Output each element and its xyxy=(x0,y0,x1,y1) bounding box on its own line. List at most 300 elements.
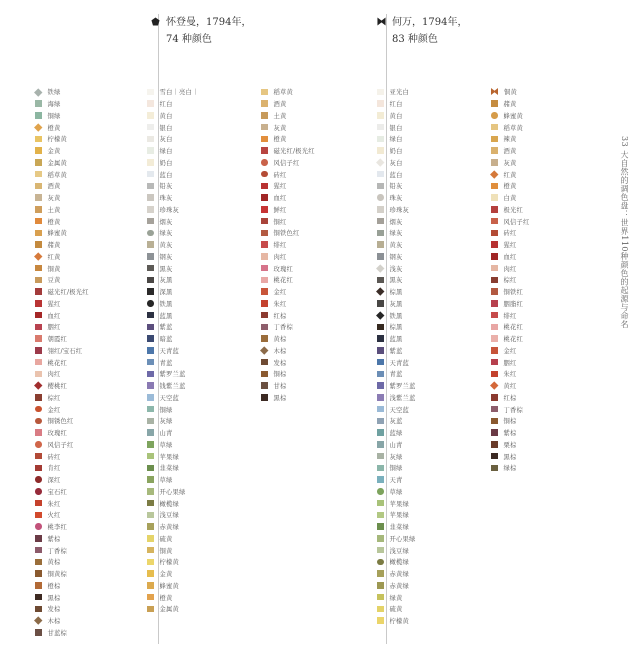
color-entry xyxy=(147,450,198,462)
color-swatch xyxy=(35,465,42,472)
color-name: 硫黄 xyxy=(159,535,173,543)
color-entry xyxy=(147,544,198,556)
color-entry xyxy=(35,509,89,521)
color-swatch xyxy=(35,476,42,483)
color-swatch xyxy=(377,418,384,425)
color-name: 紫棕 xyxy=(503,430,517,438)
color-name: 青蓝 xyxy=(389,371,403,379)
color-swatch xyxy=(147,206,154,213)
color-name: 珠灰 xyxy=(389,195,403,203)
color-entry xyxy=(377,145,416,157)
color-entry xyxy=(261,98,315,110)
color-entry xyxy=(377,521,416,533)
color-name: 灰黑 xyxy=(389,300,403,308)
color-entry xyxy=(377,556,416,568)
color-name: 苹果绿 xyxy=(389,512,409,520)
color-swatch xyxy=(35,406,42,413)
color-swatch xyxy=(35,594,42,601)
color-swatch xyxy=(34,123,42,131)
color-name: 苹果绿 xyxy=(159,453,179,461)
color-swatch xyxy=(35,512,42,519)
color-swatch xyxy=(377,230,384,237)
color-swatch xyxy=(490,382,498,390)
color-swatch xyxy=(35,429,42,436)
color-name: 桃李红 xyxy=(47,524,67,532)
color-name: 丁香棕 xyxy=(47,547,67,555)
color-swatch xyxy=(147,559,154,566)
color-name: 朝霞红 xyxy=(47,336,67,344)
color-entry xyxy=(147,204,198,216)
color-swatch xyxy=(377,547,384,554)
color-swatch xyxy=(377,523,384,530)
color-entry xyxy=(147,110,198,122)
color-entry xyxy=(261,298,315,310)
color-entry xyxy=(35,121,89,133)
color-swatch xyxy=(147,89,154,96)
color-entry xyxy=(377,180,416,192)
color-swatch xyxy=(35,488,42,495)
color-swatch xyxy=(35,147,42,154)
color-swatch xyxy=(377,488,384,495)
color-name: 雪白｜亮白｜ xyxy=(159,89,199,97)
color-entry xyxy=(35,568,89,580)
color-entry xyxy=(377,580,416,592)
color-name: 钢灰 xyxy=(159,253,173,261)
color-name: 风信子红 xyxy=(273,159,300,167)
color-entry xyxy=(35,204,89,216)
color-entry xyxy=(491,298,530,310)
color-entry xyxy=(261,274,315,286)
color-swatch xyxy=(35,394,42,401)
color-name: 铜锈色红 xyxy=(47,418,74,426)
color-entry xyxy=(35,86,89,98)
color-swatch xyxy=(147,359,154,366)
color-name: 奶白 xyxy=(389,148,403,156)
color-entry xyxy=(377,204,416,216)
color-swatch xyxy=(377,335,384,342)
color-swatch xyxy=(147,124,154,131)
color-swatch xyxy=(147,429,154,436)
color-entry xyxy=(377,286,416,298)
color-swatch xyxy=(377,570,384,577)
color-name: 土黄 xyxy=(273,112,287,120)
color-entry xyxy=(377,309,416,321)
color-entry xyxy=(261,145,315,157)
color-name: 甘蓝棕 xyxy=(47,629,67,637)
color-name: 灰绿 xyxy=(389,453,403,461)
color-swatch xyxy=(377,441,384,448)
color-swatch xyxy=(147,183,154,190)
color-name: 蜂蜜黄 xyxy=(503,112,523,120)
color-name: 木棕 xyxy=(47,618,61,626)
color-entry xyxy=(491,439,530,451)
color-column-4 xyxy=(377,86,416,627)
color-name: 朱红 xyxy=(47,500,61,508)
color-entry xyxy=(377,427,416,439)
color-entry xyxy=(35,403,89,415)
color-swatch xyxy=(491,312,498,319)
color-swatch xyxy=(147,500,154,507)
color-name: 柠檬黄 xyxy=(159,559,179,567)
color-entry xyxy=(377,568,416,580)
color-entry xyxy=(491,86,530,98)
color-name: 铁黑 xyxy=(159,300,173,308)
color-name: 山青 xyxy=(159,430,173,438)
color-swatch xyxy=(35,453,42,460)
color-name: 风信子红 xyxy=(503,218,530,226)
color-entry xyxy=(147,133,198,145)
color-swatch xyxy=(261,277,268,284)
color-swatch xyxy=(376,264,384,272)
color-swatch xyxy=(491,230,498,237)
color-swatch xyxy=(261,136,268,143)
color-entry xyxy=(147,321,198,333)
section-title-right: 何万，1794年， xyxy=(392,17,468,28)
color-swatch xyxy=(377,453,384,460)
color-name: 柠檬黄 xyxy=(47,136,67,144)
color-entry xyxy=(147,157,198,169)
color-name: 砖红 xyxy=(47,453,61,461)
color-name: 橙黄 xyxy=(273,136,287,144)
color-name: 烟灰 xyxy=(159,218,173,226)
color-entry xyxy=(377,168,416,180)
color-swatch xyxy=(147,253,154,260)
color-entry xyxy=(377,486,416,498)
color-name: 灰黄 xyxy=(273,124,287,132)
color-entry xyxy=(377,474,416,486)
color-name: 深红 xyxy=(47,477,61,485)
color-name: 紫罗兰蓝 xyxy=(389,383,416,391)
color-swatch xyxy=(147,606,154,613)
color-name: 浅豆绿 xyxy=(389,547,409,555)
color-swatch xyxy=(35,335,42,342)
color-swatch xyxy=(35,159,42,166)
color-swatch xyxy=(147,371,154,378)
color-name: 红棕 xyxy=(503,394,517,402)
color-swatch xyxy=(35,559,42,566)
color-swatch xyxy=(491,406,498,413)
color-swatch xyxy=(377,359,384,366)
color-name: 钢灰 xyxy=(389,253,403,261)
color-swatch xyxy=(35,523,42,530)
color-entry xyxy=(35,274,89,286)
color-name: 翎红/宝石红 xyxy=(47,347,83,355)
color-entry xyxy=(377,251,416,263)
color-swatch xyxy=(261,300,268,307)
color-swatch xyxy=(35,288,42,295)
color-swatch xyxy=(147,288,154,295)
color-entry xyxy=(147,591,198,603)
color-name: 铜铁红 xyxy=(503,289,523,297)
color-swatch xyxy=(147,488,154,495)
color-entry xyxy=(377,368,416,380)
color-name: 猩红 xyxy=(503,242,517,250)
color-name: 金黄 xyxy=(159,571,173,579)
section-count-left: 74 种颜色 xyxy=(166,34,212,45)
color-swatch xyxy=(147,394,154,401)
color-swatch xyxy=(491,300,498,307)
color-name: 铜黄棕 xyxy=(47,571,67,579)
color-swatch xyxy=(147,347,154,354)
color-swatch xyxy=(377,206,384,213)
color-entry xyxy=(35,215,89,227)
color-entry xyxy=(491,392,530,404)
color-swatch xyxy=(147,136,154,143)
color-swatch xyxy=(147,418,154,425)
color-name: 红白 xyxy=(159,101,173,109)
color-name: 黑灰 xyxy=(159,265,173,273)
color-entry xyxy=(35,98,89,110)
color-swatch xyxy=(35,324,42,331)
color-entry xyxy=(35,262,89,274)
color-entry xyxy=(147,603,198,615)
color-name: 草绿 xyxy=(389,488,403,496)
color-swatch xyxy=(147,218,154,225)
color-name: 绿白 xyxy=(159,148,173,156)
color-entry xyxy=(147,227,198,239)
color-swatch xyxy=(377,241,384,248)
color-swatch xyxy=(35,359,42,366)
color-entry xyxy=(377,215,416,227)
color-name: 海绿 xyxy=(47,101,61,109)
color-entry xyxy=(491,450,530,462)
color-entry xyxy=(261,380,315,392)
color-swatch xyxy=(377,171,384,178)
color-name: 鲜红 xyxy=(273,206,287,214)
section-header-left xyxy=(166,14,251,48)
color-swatch xyxy=(147,535,154,542)
color-name: 紫蓝 xyxy=(159,324,173,332)
color-swatch xyxy=(377,300,384,307)
color-entry xyxy=(377,98,416,110)
color-swatch xyxy=(35,441,42,448)
color-swatch xyxy=(491,465,498,472)
color-name: 亚光白 xyxy=(389,89,409,97)
color-entry xyxy=(491,286,530,298)
color-name: 橙黄 xyxy=(47,124,61,132)
color-column-3 xyxy=(261,86,315,403)
color-entry xyxy=(491,192,530,204)
color-swatch xyxy=(377,371,384,378)
color-entry xyxy=(491,227,530,239)
color-name: 山青 xyxy=(389,441,403,449)
color-swatch xyxy=(490,170,498,178)
color-swatch xyxy=(147,324,154,331)
color-entry xyxy=(147,368,198,380)
color-entry xyxy=(35,556,89,568)
color-swatch xyxy=(147,265,154,272)
color-swatch xyxy=(147,582,154,589)
color-entry xyxy=(377,157,416,169)
color-entry xyxy=(377,533,416,545)
color-entry xyxy=(377,392,416,404)
color-name: 火红 xyxy=(47,512,61,520)
color-entry xyxy=(261,239,315,251)
color-name: 天空蓝 xyxy=(159,394,179,402)
color-name: 灰蓝 xyxy=(389,418,403,426)
color-name: 天青蓝 xyxy=(389,359,409,367)
color-swatch xyxy=(491,371,498,378)
color-name: 木棕 xyxy=(273,347,287,355)
color-swatch xyxy=(491,429,498,436)
color-entry xyxy=(35,251,89,263)
color-name: 蓝黑 xyxy=(159,312,173,320)
color-entry xyxy=(377,121,416,133)
color-entry xyxy=(261,192,315,204)
color-entry xyxy=(35,392,89,404)
color-name: 金红 xyxy=(47,406,61,414)
color-swatch xyxy=(377,183,384,190)
color-name: 铜黄 xyxy=(504,89,517,97)
color-entry xyxy=(147,180,198,192)
color-entry xyxy=(377,603,416,615)
color-swatch xyxy=(35,277,42,284)
color-name: 朱红 xyxy=(273,300,287,308)
color-name: 血红 xyxy=(273,195,287,203)
color-name: 金红 xyxy=(503,347,517,355)
color-name: 胭红 xyxy=(47,324,61,332)
color-swatch xyxy=(147,194,154,201)
color-entry xyxy=(147,439,198,451)
color-name: 灰黄 xyxy=(47,195,61,203)
color-name: 绿灰 xyxy=(389,230,403,238)
color-entry xyxy=(147,298,198,310)
color-swatch xyxy=(35,230,42,237)
color-name: 橙黄 xyxy=(159,594,173,602)
color-swatch xyxy=(377,277,384,284)
color-name: 血红 xyxy=(503,253,517,261)
color-name: 黄棕 xyxy=(273,336,287,344)
color-entry xyxy=(147,286,198,298)
color-entry xyxy=(35,309,89,321)
color-name: 青蓝 xyxy=(159,359,173,367)
color-entry xyxy=(35,474,89,486)
color-entry xyxy=(147,192,198,204)
color-entry xyxy=(147,121,198,133)
color-entry xyxy=(491,168,530,180)
color-entry xyxy=(491,145,530,157)
color-entry xyxy=(491,204,530,216)
color-entry xyxy=(35,544,89,556)
color-swatch xyxy=(377,347,384,354)
color-swatch xyxy=(147,570,154,577)
color-name: 暗蓝 xyxy=(159,336,173,344)
color-swatch xyxy=(377,218,384,225)
color-swatch xyxy=(261,171,268,178)
section-count-right: 83 种颜色 xyxy=(392,34,438,45)
color-name: 紫蓝 xyxy=(389,347,403,355)
color-name: 白黄 xyxy=(503,195,517,203)
color-entry xyxy=(261,121,315,133)
color-entry xyxy=(377,321,416,333)
color-swatch xyxy=(35,218,42,225)
color-entry xyxy=(491,239,530,251)
color-swatch xyxy=(491,335,498,342)
color-swatch xyxy=(35,418,42,425)
color-entry xyxy=(35,356,89,368)
color-name: 铁黑 xyxy=(389,312,403,320)
color-swatch xyxy=(35,312,42,319)
color-swatch xyxy=(377,606,384,613)
color-entry xyxy=(35,321,89,333)
color-name: 猩红 xyxy=(47,300,61,308)
color-swatch xyxy=(491,206,498,213)
color-name: 胭红 xyxy=(503,359,517,367)
color-entry xyxy=(147,415,198,427)
color-swatch xyxy=(377,535,384,542)
color-name: 橄榄绿 xyxy=(389,559,409,567)
color-swatch xyxy=(491,441,498,448)
color-entry xyxy=(147,556,198,568)
color-swatch xyxy=(147,476,154,483)
color-swatch xyxy=(491,347,498,354)
color-entry xyxy=(261,262,315,274)
color-entry xyxy=(35,415,89,427)
color-name: 甘棕 xyxy=(273,383,287,391)
color-name: 玫瑰红 xyxy=(47,430,67,438)
color-name: 蓝白 xyxy=(159,171,173,179)
color-name: 黄红 xyxy=(503,383,517,391)
color-swatch xyxy=(261,324,268,331)
page-side-caption: 33 大自然的调色盘：世界110种颜色的起源与命名 xyxy=(620,136,629,329)
color-swatch xyxy=(377,253,384,260)
color-entry xyxy=(147,392,198,404)
color-swatch xyxy=(147,594,154,601)
color-swatch xyxy=(261,394,268,401)
color-name: 绿黄 xyxy=(389,594,403,602)
color-name: 深黑 xyxy=(159,289,173,297)
color-entry xyxy=(377,345,416,357)
color-name: 灰绿 xyxy=(159,418,173,426)
color-entry xyxy=(261,356,315,368)
color-entry xyxy=(261,345,315,357)
color-name: 玫瑰红 xyxy=(273,265,293,273)
color-swatch xyxy=(34,252,42,260)
color-entry xyxy=(147,380,198,392)
color-name: 绿灰 xyxy=(159,230,173,238)
color-swatch xyxy=(261,206,268,213)
color-name: 辣黄 xyxy=(503,136,517,144)
color-name: 天青 xyxy=(389,477,403,485)
color-entry xyxy=(261,110,315,122)
bowtie-bullet-icon xyxy=(377,17,386,26)
color-swatch xyxy=(377,617,384,624)
color-column-1 xyxy=(35,86,89,638)
color-entry xyxy=(377,227,416,239)
color-entry xyxy=(147,427,198,439)
color-entry xyxy=(35,450,89,462)
color-entry xyxy=(147,533,198,545)
color-entry xyxy=(491,180,530,192)
color-entry xyxy=(35,298,89,310)
color-name: 黑棕 xyxy=(273,394,287,402)
color-entry xyxy=(35,192,89,204)
color-entry xyxy=(35,462,89,474)
color-name: 浅灰 xyxy=(389,265,403,273)
color-name: 金属黄 xyxy=(159,606,179,614)
color-entry xyxy=(35,180,89,192)
color-entry xyxy=(377,133,416,145)
color-swatch xyxy=(377,500,384,507)
color-column-2 xyxy=(147,86,198,615)
color-name: 铜红 xyxy=(273,218,287,226)
color-swatch xyxy=(35,112,42,119)
color-name: 天空蓝 xyxy=(389,406,409,414)
color-name: 铜棕 xyxy=(503,418,517,426)
color-swatch xyxy=(147,335,154,342)
color-name: 棕黑 xyxy=(389,289,403,297)
color-swatch xyxy=(491,288,498,295)
